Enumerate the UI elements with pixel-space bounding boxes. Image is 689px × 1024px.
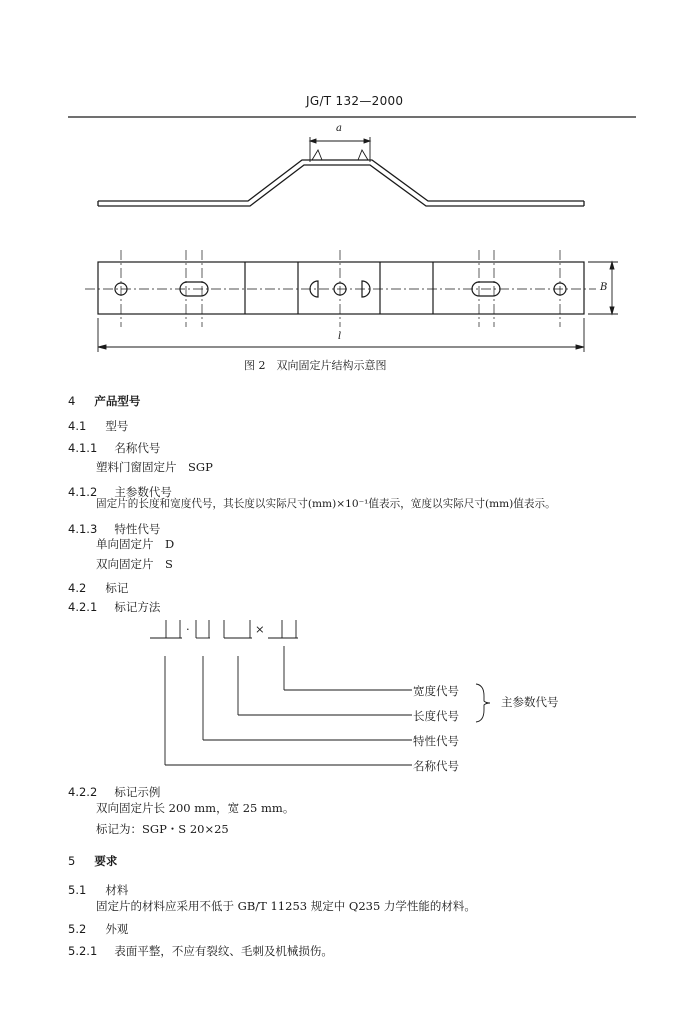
marking-dot: · [186,622,190,636]
section-4-1-1-heading: 4.1.1 名称代号 [68,441,161,455]
length-code-label: 长度代号 [413,709,459,723]
example-line-2: 标记为：SGP・S 20×25 [96,822,229,836]
section-4-2-heading: 4.2 标记 [68,581,129,595]
dimension-a [310,137,370,162]
double-plate-code: 双向固定片 S [96,557,173,571]
section-5-2-heading: 5.2 外观 [68,922,129,936]
label-B: B [600,282,608,293]
plan-view [98,262,584,314]
section-4-2-1-heading: 4.2.1 标记方法 [68,600,161,614]
width-code-label: 宽度代号 [413,684,459,698]
main-param-label: 主参数代号 [501,695,559,709]
label-a: a [336,123,342,134]
example-line-1: 双向固定片长 200 mm，宽 25 mm。 [96,801,295,815]
section-5-1-heading: 5.1 材料 [68,883,129,897]
figure-caption: 图 2 双向固定片结构示意图 [244,359,387,372]
section-4-1-3-heading: 4.1.3 特性代号 [68,522,161,536]
section-4-1-heading: 4.1 型号 [68,419,129,433]
side-view [98,160,584,206]
name-code-label: 名称代号 [413,759,459,773]
section-4-2-2-heading: 4.2.2 标记示例 [68,785,161,799]
single-plate-code: 单向固定片 D [96,537,175,551]
feature-code-label: 特性代号 [413,734,459,748]
material-text: 固定片的材料应采用不低于 GB/T 11253 规定中 Q235 力学性能的材料。 [96,899,476,913]
section-4-1-2-heading: 4.1.2 主参数代号 [68,485,172,499]
section-5-2-1-line: 5.2.1 表面平整，不应有裂纹、毛刺及机械损伤。 [68,944,333,958]
section-5-heading: 5 要求 [68,854,118,868]
name-code-line: 塑料门窗固定片 SGP [96,460,213,474]
marking-times: × [255,622,265,636]
standard-code: JG/T 132—2000 [306,94,404,108]
main-param-text: 固定片的长度和宽度代号，其长度以实际尺寸(mm)×10⁻¹值表示，宽度以实际尺寸(mm)值表示。 [96,498,556,510]
section-4-heading: 4 产品型号 [68,394,141,408]
label-l: l [338,331,342,342]
